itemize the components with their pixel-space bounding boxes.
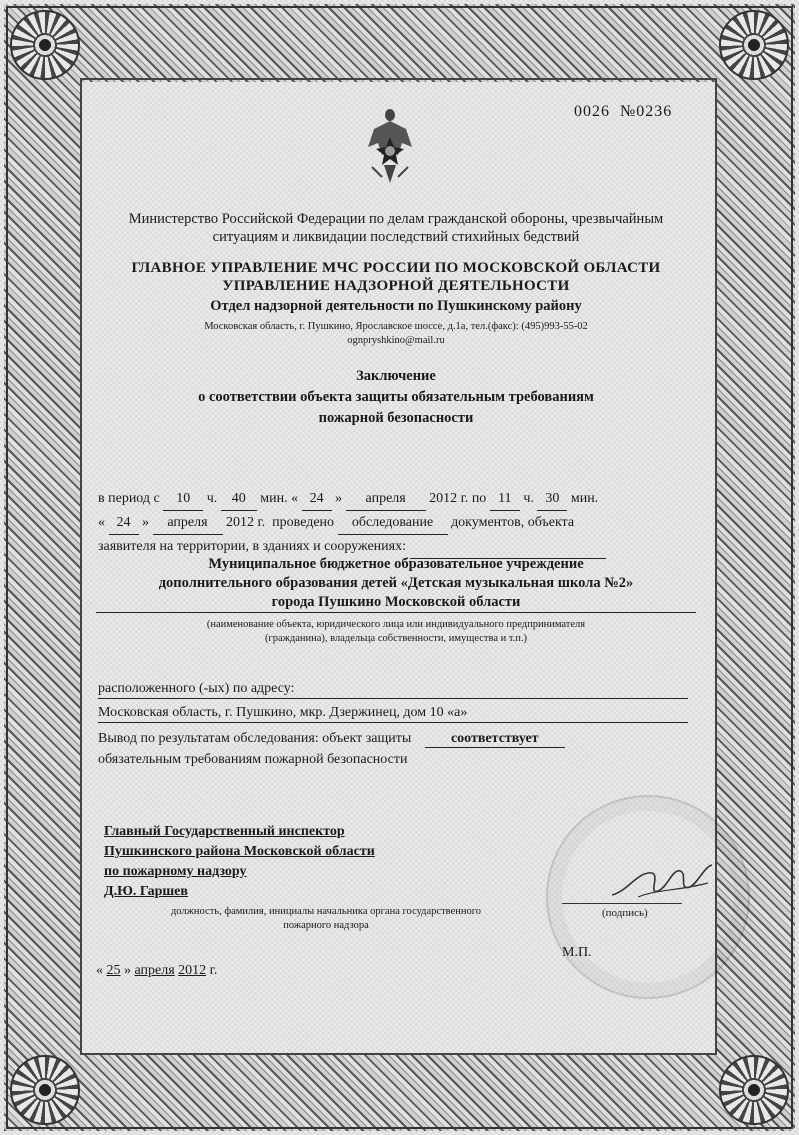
inspector-title: Главный Государственный инспектор	[104, 824, 345, 839]
quote: «	[98, 515, 105, 530]
department-contacts	[96, 320, 696, 348]
year-label: г.	[209, 963, 218, 978]
inspector-title: Пушкинского района Московской области	[104, 844, 375, 859]
conducted-label: проведено	[272, 515, 335, 530]
title-line: Заключение	[356, 368, 436, 384]
year-label: г.	[460, 491, 469, 506]
organization-caption	[96, 618, 696, 646]
quote: »	[124, 963, 131, 978]
caption-line: (гражданина), владельца собственности, имущества и т.п.)	[264, 633, 528, 644]
corner-rosette-icon	[10, 1055, 80, 1125]
survey-type: обследование	[338, 511, 448, 535]
period-prefix: в период с	[98, 491, 160, 506]
caption-line: (наименование объекта, юридического лица или индивидуального предпринимателя	[206, 619, 586, 630]
start-month: апреля	[346, 487, 426, 511]
end-hour: 11	[490, 487, 520, 511]
signature-label: (подпись)	[602, 907, 648, 919]
main-department-name: ГЛАВНОЕ УПРАВЛЕНИЕ МЧС РОССИИ ПО МОСКОВСКОЙ ОБЛАСТИ	[131, 260, 661, 276]
quote: «	[291, 491, 299, 506]
quote: »	[142, 515, 149, 530]
handwritten-signature-icon	[608, 861, 718, 905]
department-email: ognpryshkino@mail.ru	[347, 335, 445, 346]
ministry-name: Министерство Российской Федерации по делам гражданской обороны, чрезвычайным ситуациям и ликвидации последствий стихийных бедствий	[128, 211, 664, 245]
caption-line: пожарного надзора	[283, 920, 369, 931]
position-caption	[136, 905, 516, 933]
supervision-department-name: УПРАВЛЕНИЕ НАДЗОРНОЙ ДЕЯТЕЛЬНОСТИ	[222, 278, 570, 294]
sub-department: Отдел надзорной деятельности по Пушкинскому району	[210, 298, 582, 314]
conclusion-result: соответствует	[425, 731, 565, 748]
org-line: Муниципальное бюджетное образовательное учреждение	[208, 556, 584, 572]
main-department	[96, 259, 696, 295]
conclusion-row	[98, 731, 688, 748]
year-label: г.	[257, 515, 266, 530]
hour-label: ч.	[523, 491, 534, 506]
document-title	[96, 366, 696, 429]
period-to: по	[471, 491, 487, 506]
issue-date	[96, 963, 217, 979]
start-day: 24	[302, 487, 332, 511]
org-line: города Пушкино Московской области	[96, 593, 696, 613]
caption-line: должность, фамилия, инициалы начальника органа государственного	[170, 906, 482, 917]
inspector-title: по пожарному надзору	[104, 864, 247, 879]
corner-rosette-icon	[719, 1055, 789, 1125]
period-tail: документов, объекта	[451, 515, 575, 530]
corner-rosette-icon	[10, 10, 80, 80]
signature-line	[562, 903, 682, 904]
start-year: 2012	[429, 491, 458, 506]
quote: »	[335, 491, 343, 506]
mchs-emblem-icon	[364, 107, 416, 187]
minute-label: мин.	[570, 491, 599, 506]
location-label: расположенного (-ых) по адресу:	[98, 681, 688, 699]
end-year: 2012	[226, 515, 254, 530]
object-address: Московская область, г. Пушкино, мкр. Дзержинец, дом 10 «а»	[98, 705, 688, 723]
hour-label: ч.	[206, 491, 218, 506]
department-address: Московская область, г. Пушкино, Ярославское шоссе, д.1а, тел.(факс): (495)993-55-02	[204, 321, 588, 332]
start-minute: 40	[221, 487, 257, 511]
issue-day: 25	[106, 963, 121, 978]
conclusion-label: Вывод по результатам обследования: объект защиты	[98, 731, 412, 746]
inspector-block	[104, 822, 375, 902]
quote: «	[96, 963, 103, 978]
corner-rosette-icon	[719, 10, 789, 80]
seal-place-label: М.П.	[562, 945, 592, 960]
serial-series: 0026	[574, 103, 610, 120]
requirements-text: обязательным требованиям пожарной безопасности	[98, 752, 408, 767]
inspector-name: Д.Ю. Гаршев	[104, 884, 188, 899]
period-tail: заявителя на территории, в зданиях и сооружениях:	[98, 539, 406, 554]
serial-number	[574, 103, 672, 121]
end-month: апреля	[153, 511, 223, 535]
organization-name	[96, 555, 696, 613]
serial-no: №0236	[620, 103, 673, 120]
start-hour: 10	[163, 487, 203, 511]
title-line: пожарной безопасности	[318, 410, 474, 426]
minute-label: мин.	[260, 491, 288, 506]
org-line: дополнительного образования детей «Детская музыкальная школа №2»	[158, 575, 634, 591]
end-minute: 30	[537, 487, 567, 511]
title-line: о соответствии объекта защиты обязательным требованиям	[198, 389, 594, 405]
inspection-period	[98, 487, 690, 559]
issue-month: апреля	[134, 963, 175, 978]
issue-year: 2012	[178, 963, 207, 978]
end-day: 24	[109, 511, 139, 535]
